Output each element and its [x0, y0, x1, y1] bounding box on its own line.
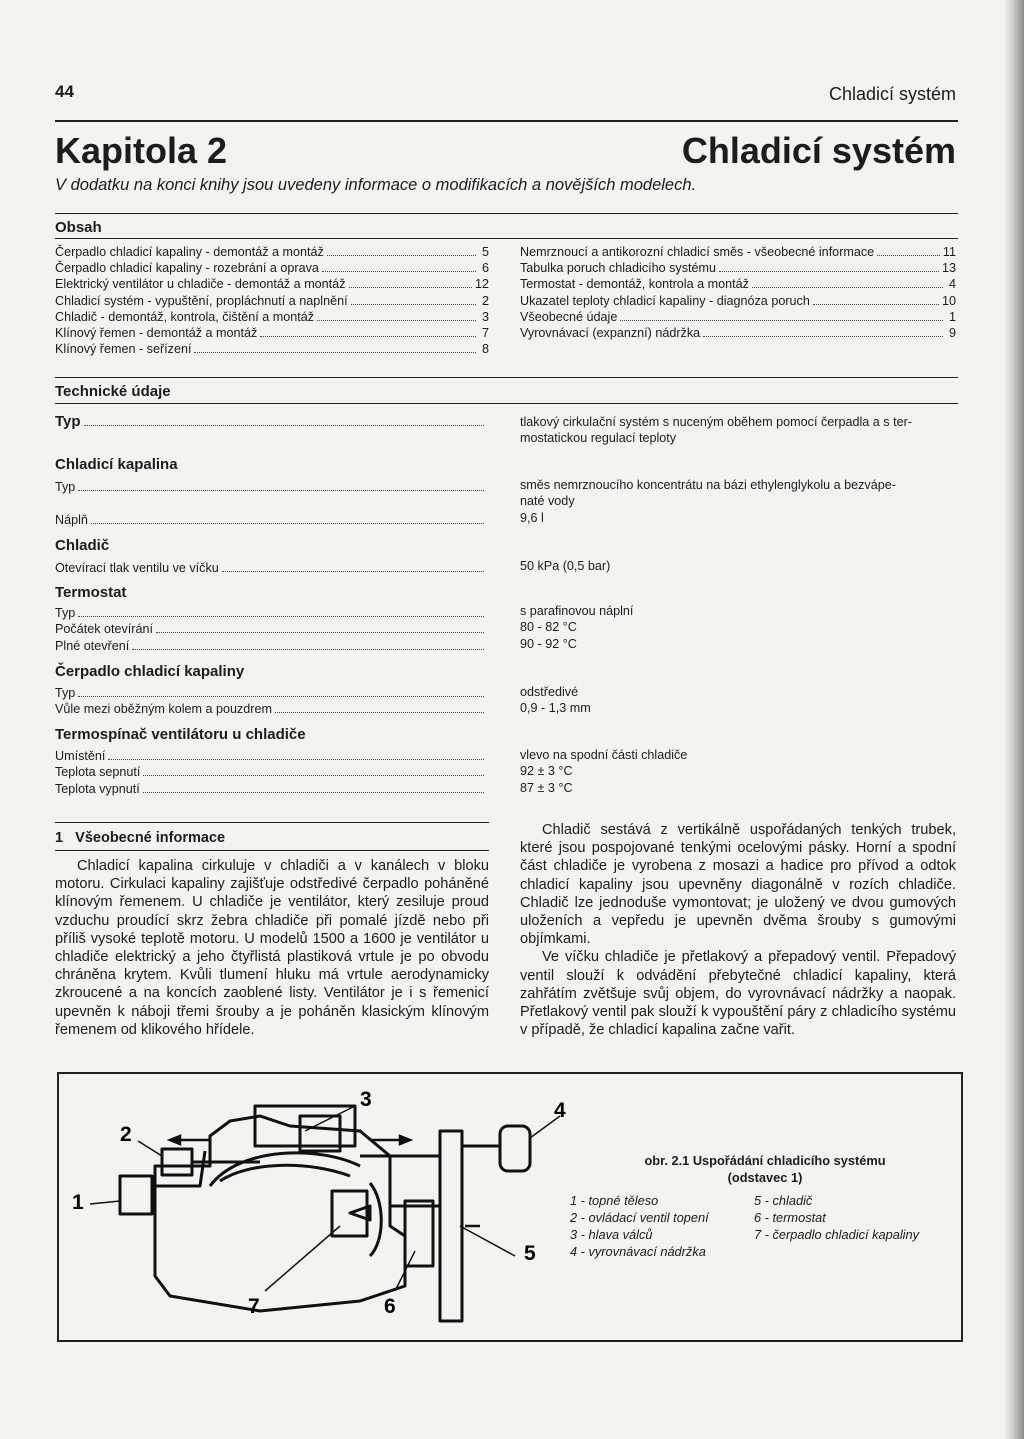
contents-entry-label: Tabulka poruch chladicího systému — [520, 261, 717, 276]
spec-value-block — [520, 414, 960, 447]
contents-list-right — [520, 244, 956, 341]
section-text-left — [55, 857, 489, 1039]
legend-item: 1 - topné těleso — [570, 1193, 659, 1208]
running-head: Chladicí systém — [828, 84, 956, 104]
contents-entry-number: 8 — [481, 342, 489, 357]
section-number: 1 — [55, 830, 64, 846]
part-number-3: 3 — [360, 1088, 372, 1111]
spec-value-block — [520, 477, 960, 526]
legend-item: 2 - ovládací ventil topení — [570, 1210, 709, 1225]
spec-label: Vůle mezi oběžným kolem a pouzdrem — [55, 702, 272, 717]
legend-item: 6 - termostat — [754, 1210, 826, 1225]
contents-entry — [55, 260, 489, 276]
spec-label: Náplň — [55, 513, 88, 527]
spec-value: naté vody — [520, 494, 575, 509]
chapter-title: Chladicí systém — [681, 130, 956, 171]
spec-value: směs nemrznoucího koncentrátu na bázi ethylenglykolu a bezvápe- — [520, 478, 896, 492]
contents-entry-label: Chladič - demontáž, kontrola, čištění a montáž — [55, 309, 314, 324]
spec-row — [55, 480, 487, 496]
part-number-4: 4 — [554, 1099, 566, 1122]
rule — [55, 213, 958, 214]
spec-label: Plné otevření — [55, 638, 130, 653]
contents-entry-label: Klínový řemen - seřízení — [55, 342, 192, 357]
part-number-6: 6 — [384, 1295, 396, 1318]
spec-label: Teplota sepnutí — [55, 765, 141, 780]
spec-label: Typ — [55, 480, 76, 494]
spec-value: tlakový cirkulační systém s nuceným oběhem pomocí čerpadla a s ter- — [520, 415, 912, 429]
rule — [55, 850, 489, 851]
spec-label: Typ — [55, 606, 76, 620]
contents-entry-number: 5 — [481, 245, 489, 259]
contents-entry-number: 12 — [474, 277, 489, 292]
contents-entry — [520, 260, 956, 276]
tech-heading: Technické údaje — [55, 383, 171, 400]
contents-entry-number: 7 — [481, 326, 489, 341]
contents-entry — [55, 293, 489, 309]
spec-rows — [55, 749, 487, 798]
contents-entry-label: Elektrický ventilátor u chladiče - demontáž a montáž — [55, 277, 346, 292]
spec-label: Teplota vypnutí — [55, 781, 140, 796]
contents-entry-number: 3 — [481, 309, 489, 324]
contents-entry-number: 6 — [481, 261, 489, 276]
spec-value: vlevo na spodní části chladiče — [520, 748, 688, 762]
legend-item: 4 - vyrovnávací nádržka — [570, 1244, 706, 1259]
contents-entry — [520, 244, 956, 260]
rule — [55, 822, 489, 823]
contents-entry-label: Chladicí systém - vypuštění, propláchnutí a naplnění — [55, 293, 348, 308]
legend-item: 7 - čerpadlo chladicí kapaliny — [754, 1227, 920, 1242]
cooling-system-diagram — [60, 1076, 580, 1336]
figure-caption — [620, 1152, 910, 1186]
contents-entry — [520, 293, 956, 309]
section-text-right — [520, 821, 956, 1039]
legend-item: 5 - chladič — [754, 1193, 813, 1208]
contents-entry — [55, 341, 489, 357]
figure-legend-left — [570, 1192, 709, 1260]
spec-label: Umístění — [55, 749, 106, 763]
spec-value: 90 - 92 °C — [520, 636, 577, 651]
spec-value-block — [520, 684, 960, 717]
contents-entry-number: 10 — [941, 293, 956, 308]
spec-value: 80 - 82 °C — [520, 620, 577, 635]
contents-entry — [55, 325, 489, 341]
contents-entry — [55, 276, 489, 292]
contents-entry-label: Vyrovnávací (expanzní) nádržka — [520, 326, 701, 341]
contents-entry-label: Termostat - demontáž, kontrola a montáž — [520, 277, 749, 292]
spec-value: odstředivé — [520, 685, 579, 699]
spec-row — [55, 513, 487, 529]
fanswitch-heading: Termospínač ventilátoru u chladiče — [55, 726, 306, 743]
contents-list-left — [55, 244, 489, 357]
figure-caption-sub: (odstavec 1) — [727, 1170, 803, 1185]
contents-entry-label: Čerpadlo chladicí kapaliny - rozebrání a oprava — [55, 261, 319, 276]
spec-value: 0,9 - 1,3 mm — [520, 701, 591, 716]
spec-label: Typ — [55, 413, 81, 430]
spec-label: Typ — [55, 686, 76, 700]
contents-entry-number: 13 — [941, 261, 956, 276]
contents-entry — [520, 325, 956, 341]
spec-value-block — [520, 603, 960, 652]
header-rule — [55, 120, 958, 122]
spec-rows — [55, 606, 487, 655]
section-heading — [55, 830, 225, 846]
contents-entry-number: 9 — [948, 326, 956, 341]
legend-item: 3 - hlava válců — [570, 1227, 653, 1242]
part-number-1: 1 — [72, 1191, 84, 1214]
contents-entry-label: Čerpadlo chladicí kapaliny - demontáž a montáž — [55, 245, 324, 259]
contents-entry-label: Všeobecné údaje — [520, 309, 618, 324]
chapter-subtitle: V dodatku na konci knihy jsou uvedeny informace o modifikacích a novějších modelech. — [55, 176, 697, 194]
section-title: Všeobecné informace — [75, 830, 226, 846]
contents-entry-number: 4 — [948, 277, 956, 292]
part-number-7: 7 — [248, 1295, 260, 1318]
contents-entry — [520, 276, 956, 292]
contents-entry-label: Ukazatel teploty chladicí kapaliny - diagnóza poruch — [520, 293, 810, 308]
thermostat-heading: Termostat — [55, 584, 127, 601]
pump-heading: Čerpadlo chladicí kapaliny — [55, 663, 245, 680]
contents-entry — [55, 309, 489, 325]
spec-value: 50 kPa (0,5 bar) — [520, 559, 611, 573]
contents-entry — [520, 309, 956, 325]
rule — [55, 403, 958, 404]
contents-entry-label: Nemrznoucí a antikorozní chladicí směs - všeobecné informace — [520, 245, 875, 259]
part-number-5: 5 — [524, 1242, 536, 1265]
book-spine-shadow — [1004, 0, 1024, 1439]
contents-entry-label: Klínový řemen - demontáž a montáž — [55, 326, 258, 341]
spec-value: 9,6 l — [520, 510, 544, 525]
contents-heading: Obsah — [55, 219, 102, 236]
spec-value: 92 ± 3 °C — [520, 764, 573, 779]
paragraph: Ve víčku chladiče je přetlakový a přepadový ventil. Přepadový ventil slouží k odvádění přebytečné chladicí kapaliny, která zahřátím zvětšuje svůj objem, do vyrovnávací nádržky a naopak. Přetlakový ventil pak slouží k vypouštění páry z chladicího systému v případě, že chladicí kapalina začne vařit. — [520, 949, 956, 1039]
paragraph: Chladič sestává z vertikálně uspořádaných tenkých trubek, které jsou pospojované tenkými ocelovými pásky. Horní a spodní část chladiče je vyrobena z mosazi a hadice pro přívod a odtok chladicí kapaliny jsou upevněny diagonálně v rozích chladiče. Chladič lze jednoduše vymontovat; je uložený ve dvou gumových uloženích a vepředu je upevněn dvěma šrouby s gumovými objímkami. — [520, 822, 956, 948]
spec-row-typ — [55, 413, 487, 431]
spec-value: s parafinovou náplní — [520, 604, 634, 618]
rule — [55, 377, 958, 378]
figure-caption-title: obr. 2.1 Uspořádání chladicího systému — [644, 1153, 886, 1168]
coolant-heading: Chladicí kapalina — [55, 456, 178, 473]
contents-entry-number: 1 — [948, 309, 956, 324]
spec-value: mostatickou regulací teploty — [520, 431, 677, 446]
spec-row — [55, 561, 487, 577]
contents-entry-number: 11 — [942, 245, 956, 259]
spec-rows — [55, 686, 487, 719]
radiator-heading: Chladič — [55, 537, 110, 554]
spec-value: 87 ± 3 °C — [520, 780, 573, 795]
part-number-2: 2 — [120, 1123, 132, 1146]
contents-entry — [55, 244, 489, 260]
spec-label: Počátek otevírání — [55, 622, 154, 637]
figure-legend-right — [754, 1192, 919, 1243]
page-number: 44 — [55, 82, 74, 101]
spec-value-block — [520, 747, 960, 796]
contents-entry-number: 2 — [481, 293, 489, 308]
spec-label: Otevírací tlak ventilu ve víčku — [55, 561, 219, 575]
rule — [55, 238, 958, 239]
paragraph: Chladicí kapalina cirkuluje v chladiči a v kanálech v bloku motoru. Cirkulaci kapaliny zajišťuje odstředivé čerpadlo poháněné klínovým řemenem. U chladiče je ventilátor, který zesiluje proud vzduchu proudící skrz žebra chladiče při pomalé jízdě nebo při příliš vysoké teplotě motoru. U modelů 1500 a 1600 je ventilátor u chladiče elektrický a jeho čtyřlistá plastiková vrtule je po obvodu chráněna krytem. Kvůli tlumení hluku má vrtule aerodynamicky zkroucené a na koncích zaoblené listy. Ventilátor je i s řemenicí upevněn k náboji třemi šrouby a je poháněn klasickým klínovým řemenem od klikového hřídele. — [55, 858, 489, 1038]
chapter-number: Kapitola 2 — [55, 130, 228, 171]
